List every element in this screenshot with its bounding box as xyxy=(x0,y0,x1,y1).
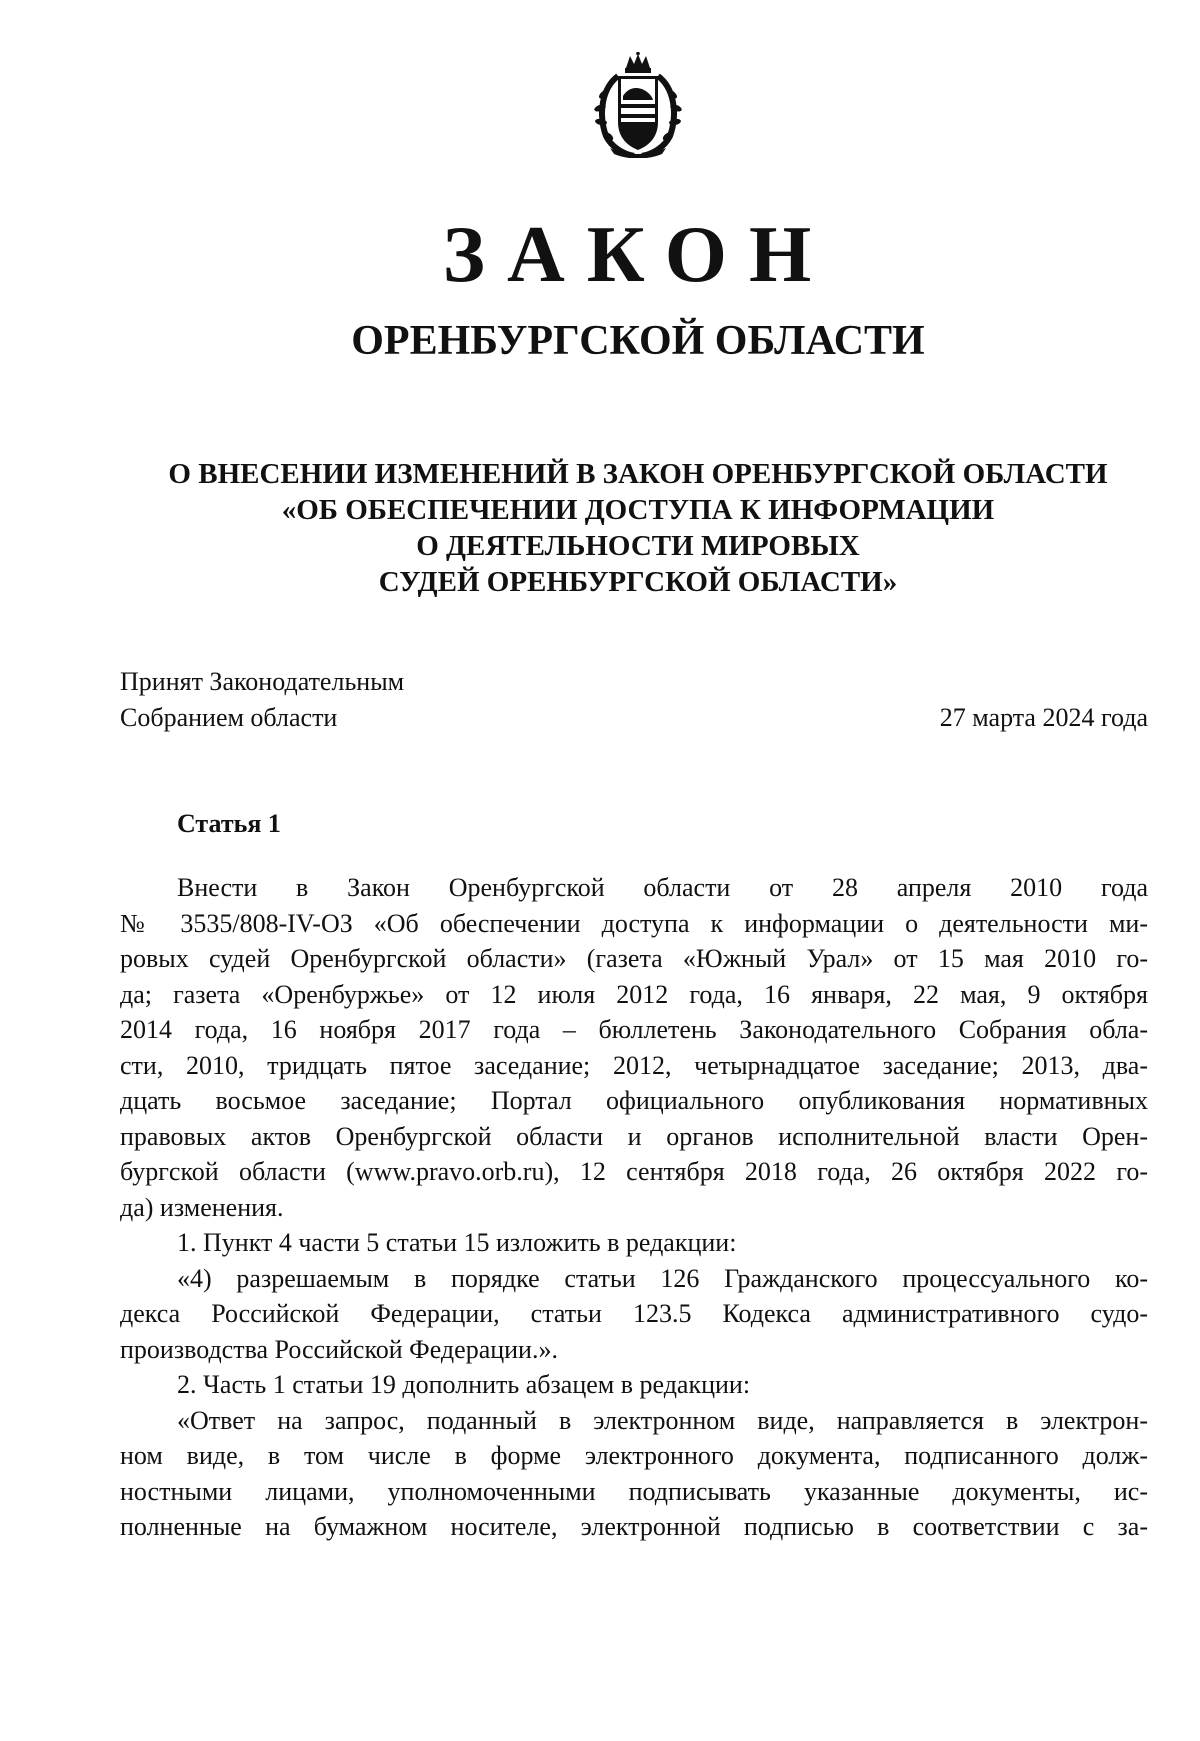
article-line: 2014 года, 16 ноября 2017 года – бюллетень Законодательного Собрания обла- xyxy=(120,1015,1148,1044)
law-title-line: О ДЕЯТЕЛЬНОСТИ МИРОВЫХ xyxy=(416,530,860,562)
article-line: да) изменения. xyxy=(120,1192,284,1222)
article-line: 2. Часть 1 статьи 19 дополнить абзацем в редакции: xyxy=(177,1370,751,1399)
article-line: дцать восьмое заседание; Портал официального опубликования нормативных xyxy=(120,1086,1148,1115)
article-line: производства Российской Федерации.». xyxy=(120,1334,558,1364)
article-line: полненные на бумажном носителе, электронной подписью в соответствии с за- xyxy=(120,1512,1148,1541)
article-title: Статья 1 xyxy=(177,809,281,838)
article-line: да; газета «Оренбуржье» от 12 июля 2012 года, 16 января, 22 мая, 9 октября xyxy=(120,979,1148,1009)
orenburg-coat-of-arms-icon xyxy=(588,52,688,158)
article-line: «4) разрешаемым в порядке статьи 126 Гражданского процессуального ко- xyxy=(177,1263,1148,1293)
document-title: ЗАКОН xyxy=(442,211,834,299)
adoption-body xyxy=(120,664,404,736)
law-title-line: СУДЕЙ ОРЕНБУРГСКОЙ ОБЛАСТИ» xyxy=(378,566,898,598)
adoption-line: Собранием области xyxy=(120,703,338,732)
article-line: ностными лицами, уполномоченными подписывать указанные документы, ис- xyxy=(120,1476,1148,1506)
document-subtitle: ОРЕНБУРГСКОЙ ОБЛАСТИ xyxy=(351,318,925,364)
article-body xyxy=(120,870,1148,1545)
article-line: 1. Пункт 4 части 5 статьи 15 изложить в редакции: xyxy=(177,1228,737,1257)
law-title xyxy=(0,456,1200,600)
article-line: Внести в Закон Оренбургской области от 28 апреля 2010 года xyxy=(177,873,1148,902)
article-line: бургской области (www.pravo.orb.ru), 12 сентября 2018 года, 26 октября 2022 го- xyxy=(120,1157,1148,1186)
article-line: сти, 2010, тридцать пятое заседание; 2012, четырнадцатое заседание; 2013, два- xyxy=(120,1050,1148,1080)
article-line: декса Российской Федерации, статьи 123.5 Кодекса административного судо- xyxy=(120,1299,1148,1328)
article-line: ровых судей Оренбургской области» (газета «Южный Урал» от 15 мая 2010 го- xyxy=(120,944,1148,973)
article-line: правовых актов Оренбургской области и органов исполнительной власти Орен- xyxy=(120,1121,1148,1151)
adoption-date: 27 марта 2024 года xyxy=(939,703,1148,732)
law-title-line: «ОБ ОБЕСПЕЧЕНИИ ДОСТУПА К ИНФОРМАЦИИ xyxy=(281,494,995,526)
adoption-line: Принят Законодательным xyxy=(120,667,405,696)
article-line: «Ответ на запрос, поданный в электронном виде, направляется в электрон- xyxy=(177,1405,1148,1435)
article-line: ном виде, в том числе в форме электронного документа, подписанного долж- xyxy=(120,1441,1148,1470)
law-title-line: О ВНЕСЕНИИ ИЗМЕНЕНИЙ В ЗАКОН ОРЕНБУРГСКОЙ ОБЛАСТИ xyxy=(168,458,1108,490)
article-line: № 3535/808-IV-ОЗ «Об обеспечении доступа к информации о деятельности ми- xyxy=(120,908,1148,938)
